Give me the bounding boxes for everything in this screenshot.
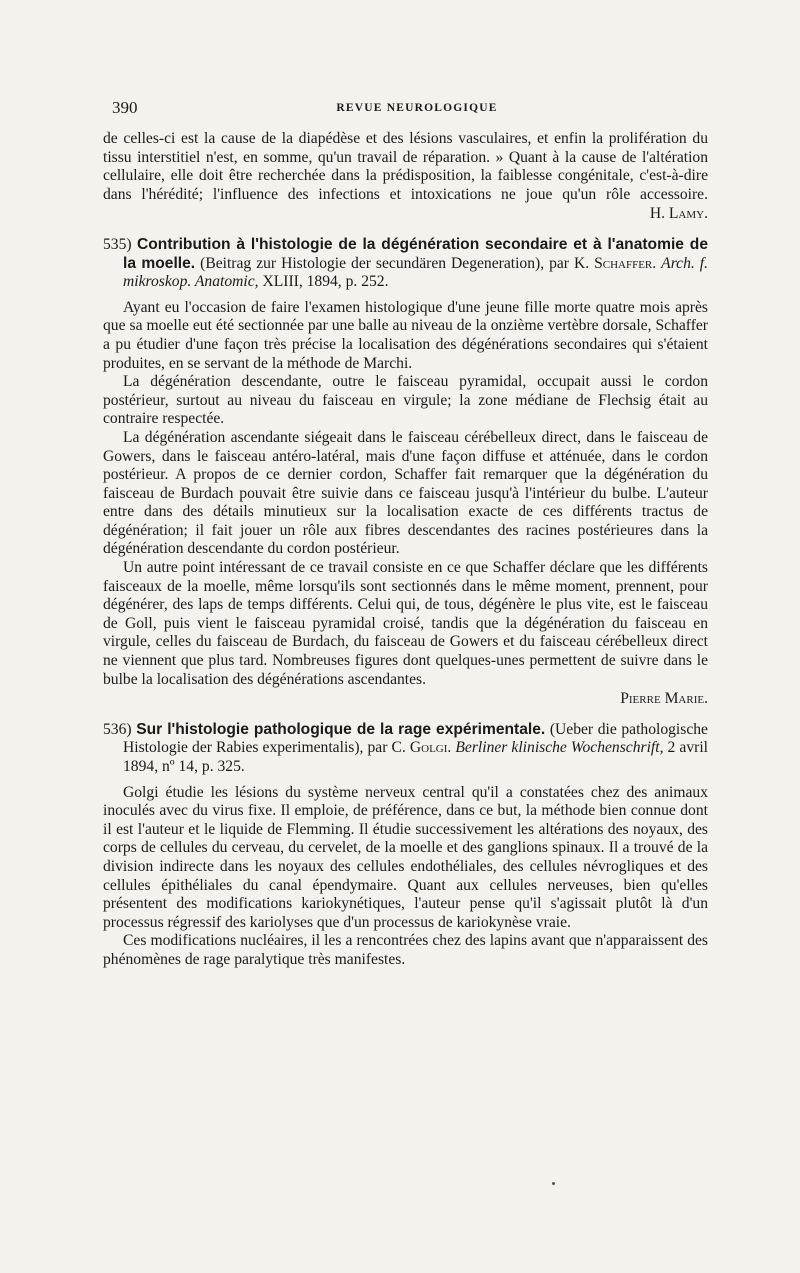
article-535-title: Contribution à l'histologie de la dégénération secondaire et à l'anatomie de la moelle. [123,235,708,272]
article-536-paragraph-1: Golgi étudie les lésions du système nerveux central qu'il a constatées chez des animaux inoculés avec du virus fixe. Il emploie, de préférence, dans ce but, la méthode bien connue dont il est l'auteur et le liquide de Flemming. Il étudie successivement les altérations des noyaux, des corps de cellules du cerveau, du cervelet, de la moelle et des ganglions spinaux. Il a trouvé de la division indirecte dans les noyaux des cellules endothéliales, des cellules névrogliques et des cellules épithéliales du canal épendymaire. Quant aux cellules nerveuses, bien qu'elles présentent des modifications kariokynétiques, l'auteur pense qu'il s'agissait plutôt là d'un processus régressif des kariolyses que d'un processus de kariokynèse vraie. [103,783,708,931]
article-535-paragraph-1: Ayant eu l'occasion de faire l'examen histologique d'une jeune fille morte quatre mois après que sa moelle eut été sectionnée par une balle au niveau de la onzième vertèbre dorsale, Schaffer a pu étudier d'une façon très précise la localisation des dégénérations secondaires qui s'étaient produites, en se servant de la méthode de Marchi. [103,298,708,372]
article-536-number: 536) [103,720,132,738]
page-content [103,130,708,970]
article-536-paragraph-2: Ces modifications nucléaires, il les a rencontrées chez des lapins avant que n'apparaissent des phénomènes de rage paralytique très manifestes. [103,932,708,968]
running-title: REVUE NEUROLOGIQUE [336,102,498,114]
article-535-ref-text: (Beitrag zur Histologie der secundären Degeneration), par [195,254,574,272]
article-535-heading [103,236,708,292]
signature-lamy: H. Lamy. [649,205,708,223]
page-number: 390 [112,98,138,117]
article-536-heading [103,721,708,777]
article-536-author: C. Golgi. [391,739,452,757]
page-header [112,98,702,122]
article-536 [103,721,708,970]
article-536-ref-tail: 2 avril 1894, nº 14, p. 325. [123,739,708,775]
article-535-author: K. Schaffer. [573,254,657,272]
article-535 [103,236,708,709]
article-535-number: 535) [103,235,132,253]
signature-marie: Pierre Marie. [620,690,708,708]
article-535-paragraph-3: La dégénération ascendante siégeait dans le faisceau cérébelleux direct, dans le faisceau de Gowers, dans le faisceau antéro-latéral, mais d'une façon diffuse et atténuée, dans le cordon postérieur. A propos de ce dernier cordon, Schaffer fait remarquer que la dégénération du faisceau de Burdach pouvait être suivie dans ce faisceau jusqu'à l'intérieur du bulbe. L'auteur entre dans des détails minutieux sur la localisation exacte de ces différents tractus de dégénération; il fait jouer un rôle aux fibres descendantes des racines postérieures dans la dégénération descendante du cordon postérieur. [103,428,708,558]
print-speck [552,1182,555,1185]
intro-paragraph: de celles-ci est la cause de la diapédèse et des lésions vasculaires, et enfin la prolifération du tissu interstitiel n'est, en somme, qu'un travail de réparation. » Quant à la cause de l'altération cellulaire, elle doit être recherchée dans la prédisposition, la faiblesse congénitale, c'est-à-dire dans l'hérédité; l'influence des infections et intoxications ne joue qu'un rôle accessoire. [103,130,708,203]
article-536-ref-text: (Ueber die pathologische Histologie der Rabies experimentalis), par [123,720,708,757]
article-535-ref-tail: XLIII, 1894, p. 252. [258,273,389,291]
article-536-journal: Berliner klinische Wochenschrift, [455,739,664,757]
article-536-title: Sur l'histologie pathologique de la rage expérimentale. [136,720,546,738]
article-535-journal: Arch. f. mikroskop. Anatomic, [123,254,709,291]
article-535-paragraph-2: La dégénération descendante, outre le faisceau pyramidal, occupait aussi le cordon postérieur, surtout au niveau du faisceau en virgule; la zone médiane de Flechsig était au contraire respectée. [103,373,708,428]
intro-section [103,130,708,224]
article-535-paragraph-4: Un autre point intéressant de ce travail consiste en ce que Schaffer déclare que les différents faisceaux de la moelle, même lorsqu'ils sont sectionnés dans le même moment, prennent, pour dégénérer, des laps de temps différents. Celui qui, de tous, dégénère le plus vite, est le faisceau de Goll, puis vient le faisceau pyramidal croisé, tandis que la dégénération du faisceau en virgule, celles du faisceau de Burdach, du faisceau de Gowers et du faisceau cérébelleux direct ne viennent que plus tard. Nombreuses figures dont quelques-unes permettent de suivre dans le bulbe la localisation des dégénérations ascendantes. [103,559,708,688]
